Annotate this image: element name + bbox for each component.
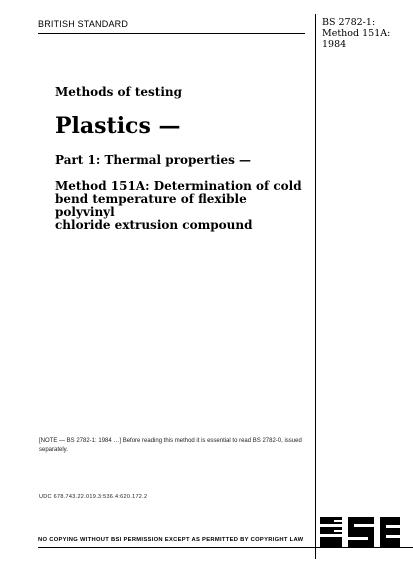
reading-note xyxy=(39,437,309,455)
header-rule xyxy=(38,33,305,34)
reading-note-line: separately. xyxy=(39,447,68,453)
part-title: Part 1: Thermal properties — xyxy=(55,153,252,167)
standard-code xyxy=(322,17,402,50)
reading-note-line: [NOTE — BS 2782-1: 1984 …] Before reading this method it is essential to read BS 2782-0, issued xyxy=(39,438,302,444)
copyright-notice: NO COPYING WITHOUT BSI PERMISSION EXCEPT AS PERMITTED BY COPYRIGHT LAW xyxy=(38,537,304,543)
method-title-line: chloride extrusion compound xyxy=(55,218,253,232)
document-series: BRITISH STANDARD xyxy=(38,19,129,29)
method-title-line: bend temperature of flexible polyvinyl xyxy=(55,192,247,219)
classification-code: UDC 678.743.22.019.3:536.4:620.172.2 xyxy=(39,494,148,500)
method-title-line: Method 151A: Determination of cold xyxy=(55,179,302,193)
bsi-logo xyxy=(320,517,400,547)
standard-code-line: Method 151A: xyxy=(322,28,391,39)
vertical-rule xyxy=(315,14,316,559)
main-title: Plastics — xyxy=(55,113,181,139)
standard-code-line: BS 2782-1: xyxy=(322,17,376,28)
method-title xyxy=(55,180,310,232)
supertitle: Methods of testing xyxy=(55,85,183,99)
standard-code-line: 1984 xyxy=(322,39,347,50)
footer-rule xyxy=(38,547,413,548)
